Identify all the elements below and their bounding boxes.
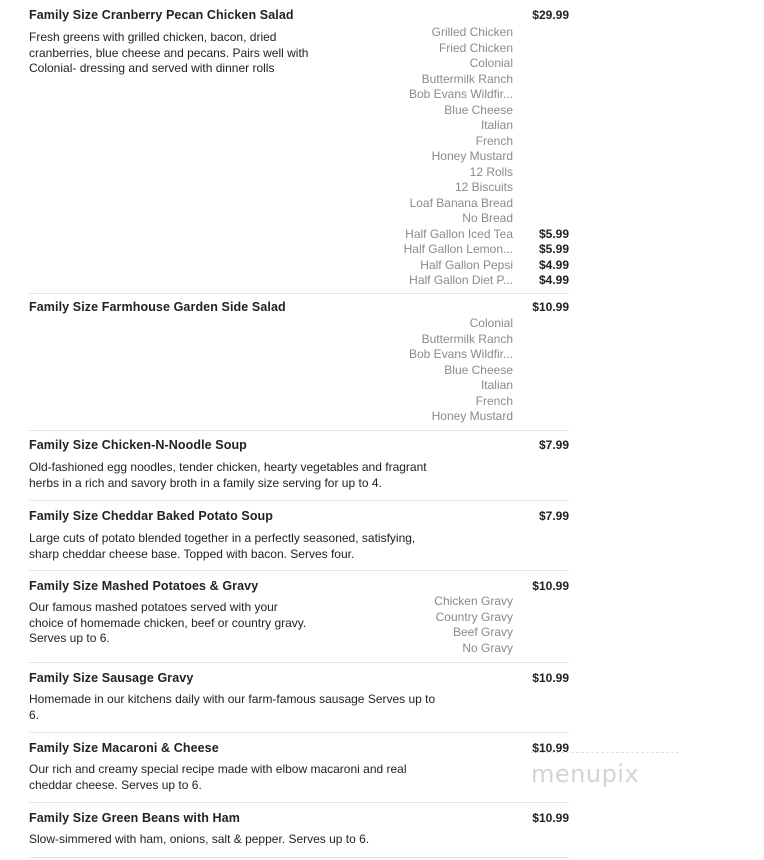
option-label: Bob Evans Wildfir...: [408, 347, 513, 361]
option[interactable]: [434, 610, 513, 626]
option-label: Half Gallon Diet P...: [409, 273, 513, 287]
option[interactable]: [404, 103, 513, 119]
option-label: French: [475, 393, 513, 408]
menu-item[interactable]: [29, 8, 569, 294]
option-price: $5.99: [538, 226, 569, 241]
item-description: Large cuts of potato blended together in a perfectly seasoned, satisfying, sharp cheddar cheese base. Topped with bacon. Serves four.: [29, 531, 416, 561]
option[interactable]: [434, 625, 513, 641]
item-description: Homemade in our kitchens daily with our farm-famous sausage Serves up to 6.: [29, 692, 436, 722]
option-label: No Bread: [462, 211, 513, 225]
item-name: Family Size Cranberry Pecan Chicken Salad: [29, 8, 294, 22]
item-price: $10.99: [532, 671, 569, 685]
option-label: Buttermilk Ranch: [421, 71, 513, 86]
menu-item[interactable]: [29, 811, 569, 858]
item-description: Slow-simmered with ham, onions, salt & pepper. Serves up to 6.: [29, 832, 370, 846]
option-label: Honey Mustard: [431, 149, 513, 163]
item-price: $10.99: [532, 811, 569, 825]
item-name: Family Size Farmhouse Garden Side Salad: [29, 300, 286, 314]
option[interactable]: [409, 363, 513, 379]
option[interactable]: [404, 211, 513, 227]
option[interactable]: [434, 641, 513, 657]
option-label: Blue Cheese: [444, 102, 513, 117]
option[interactable]: [409, 332, 513, 348]
item-price: $7.99: [538, 438, 569, 452]
option[interactable]: [404, 41, 513, 57]
option[interactable]: [404, 25, 513, 41]
option-label: Italian: [480, 118, 513, 132]
option-label: Bob Evans Wildfir...: [408, 87, 513, 101]
item-description: Our famous mashed potatoes served with your choice of homemade chicken, beef or country gravy. Serves up to 6.: [29, 600, 307, 645]
item-description: Old-fashioned egg noodles, tender chicken, hearty vegetables and fragrant herbs in a rich and savory broth in a family size serving for up to 4.: [29, 460, 427, 490]
menupix-watermark: [531, 752, 681, 802]
menu-item[interactable]: [29, 509, 569, 571]
option-label: Chicken Gravy: [434, 594, 513, 608]
item-name: Family Size Green Beans with Ham: [29, 811, 240, 825]
option-price: $5.99: [538, 242, 569, 256]
option[interactable]: [404, 180, 513, 196]
option-label: No Gravy: [462, 640, 513, 655]
option-label: Fried Chicken: [438, 40, 513, 55]
option[interactable]: [409, 378, 513, 394]
option[interactable]: [434, 594, 513, 610]
item-price: $10.99: [532, 300, 569, 314]
option-label: Loaf Banana Bread: [409, 195, 513, 210]
item-price: $10.99: [532, 741, 569, 755]
menu-item[interactable]: [29, 671, 569, 733]
option[interactable]: [404, 72, 513, 88]
option[interactable]: [404, 257, 569, 274]
item-options: [434, 594, 513, 656]
item-price: $7.99: [538, 509, 569, 523]
item-name: Family Size Macaroni & Cheese: [29, 741, 219, 755]
option[interactable]: [404, 149, 513, 165]
menu-item[interactable]: [29, 300, 569, 431]
option-label: Grilled Chicken: [431, 25, 513, 39]
item-name: Family Size Cheddar Baked Potato Soup: [29, 509, 274, 523]
item-description: Fresh greens with grilled chicken, bacon, dried cranberries, blue cheese and pecans. Pairs well with Colonial- dressing and served with dinner rolls: [29, 30, 309, 75]
option-label: Country Gravy: [435, 609, 513, 624]
watermark-logo: menupix: [531, 760, 640, 788]
option-label: Half Gallon Pepsi: [420, 257, 513, 272]
option[interactable]: [404, 196, 513, 212]
item-description: Our rich and creamy special recipe made with elbow macaroni and real cheddar cheese. Serves up to 6.: [29, 762, 407, 792]
option-label: Half Gallon Lemon...: [403, 242, 513, 256]
option[interactable]: [404, 273, 569, 289]
option-price: $4.99: [538, 257, 569, 272]
option[interactable]: [404, 165, 513, 181]
option[interactable]: [404, 134, 513, 150]
item-price: $29.99: [532, 8, 569, 22]
option-label: Buttermilk Ranch: [421, 331, 513, 346]
item-name: Family Size Chicken-N-Noodle Soup: [29, 438, 247, 452]
option[interactable]: [409, 316, 513, 332]
watermark-divider: [531, 752, 679, 754]
option-label: Colonial: [469, 316, 513, 330]
option[interactable]: [409, 409, 513, 425]
option[interactable]: [409, 394, 513, 410]
item-options: [403, 25, 569, 289]
menu-item[interactable]: [29, 579, 569, 663]
option-label: 12 Rolls: [469, 164, 513, 179]
menu-item[interactable]: [29, 438, 569, 501]
option-label: Italian: [480, 378, 513, 392]
item-options: [409, 316, 513, 425]
option-label: Colonial: [469, 56, 513, 70]
option-price: $4.99: [538, 273, 569, 287]
menu-item[interactable]: [29, 741, 569, 803]
option-label: French: [475, 133, 513, 148]
item-name: Family Size Sausage Gravy: [29, 671, 194, 685]
item-name: Family Size Mashed Potatoes & Gravy: [29, 579, 259, 593]
option[interactable]: [403, 242, 569, 258]
option[interactable]: [404, 226, 569, 243]
option[interactable]: [404, 118, 513, 134]
option-label: 12 Biscuits: [454, 180, 513, 194]
option-label: Half Gallon Iced Tea: [405, 226, 513, 241]
option[interactable]: [404, 56, 513, 72]
option[interactable]: [409, 347, 513, 363]
option-label: Beef Gravy: [452, 625, 513, 639]
option[interactable]: [404, 87, 513, 103]
option-label: Blue Cheese: [444, 362, 513, 377]
option-label: Honey Mustard: [431, 409, 513, 423]
item-price: $10.99: [532, 579, 569, 593]
